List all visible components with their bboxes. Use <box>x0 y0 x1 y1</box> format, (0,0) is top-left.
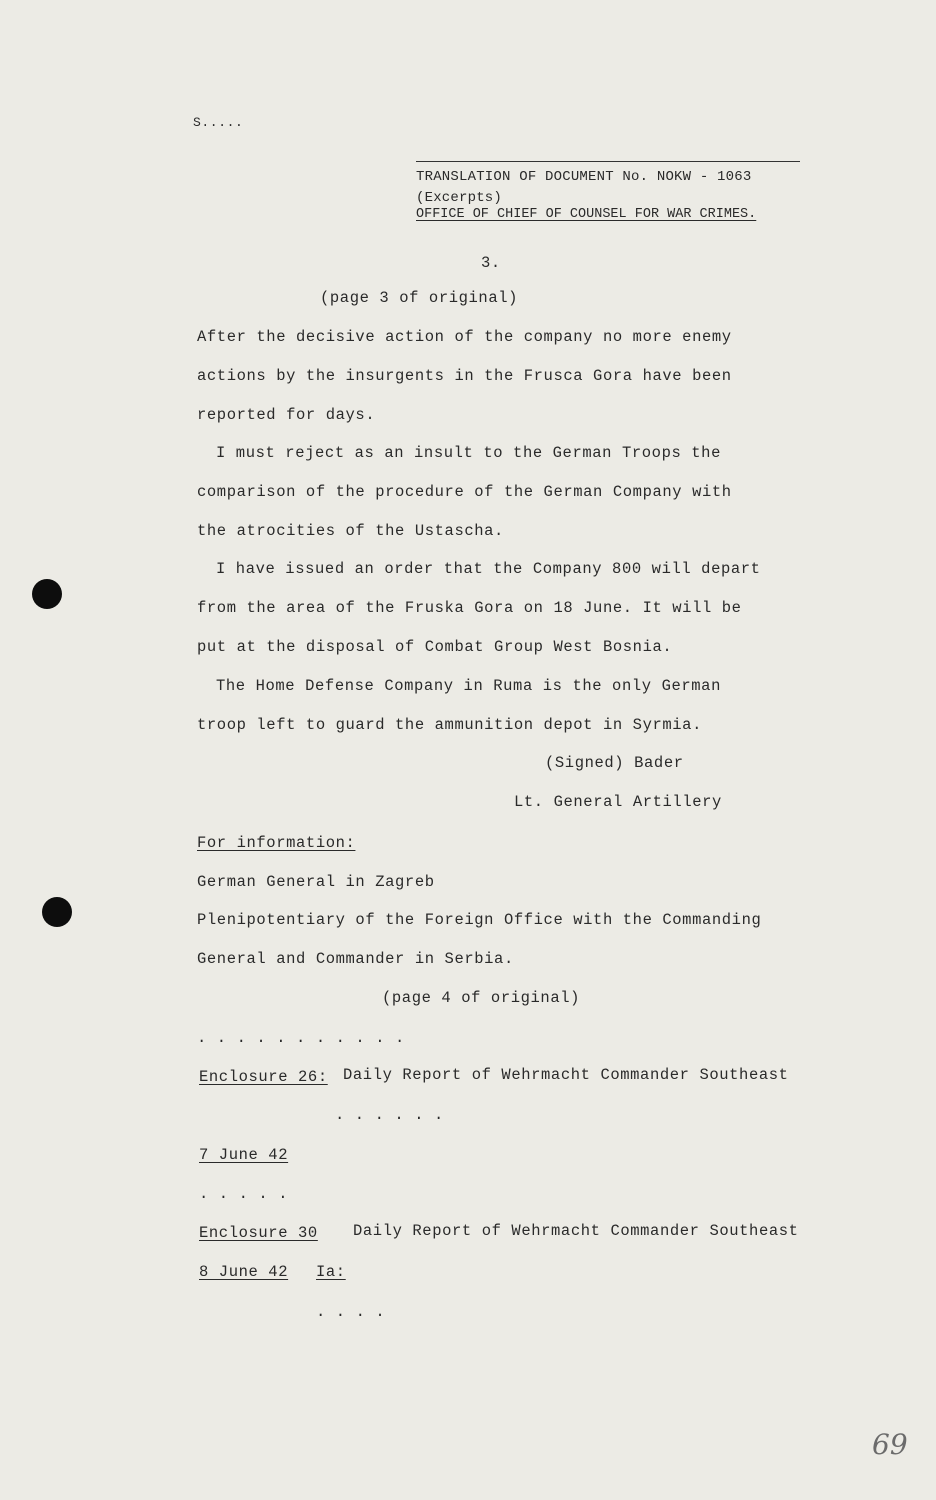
enclosure-26-label: Enclosure 26: <box>199 1068 328 1086</box>
document-header-excerpts: (Excerpts) <box>416 190 503 206</box>
punch-hole-bottom <box>42 897 72 927</box>
body-line: troop left to guard the ammunition depot in Syrmia. <box>197 716 702 734</box>
date-entry: 7 June 42 <box>199 1146 289 1164</box>
body-line: actions by the insurgents in the Frusca Gora have been <box>197 367 732 385</box>
date-entry-suffix: Ia: <box>316 1263 346 1281</box>
classification-mark: S..... <box>193 115 244 130</box>
enclosure-30-label: Enclosure 30 <box>199 1224 318 1242</box>
enclosure-26-text: Daily Report of Wehrmacht Commander Southeast <box>343 1066 789 1084</box>
page-reference-4: (page 4 of original) <box>382 989 581 1007</box>
header-top-rule <box>416 161 800 162</box>
body-line: comparison of the procedure of the German Company with <box>197 483 732 501</box>
document-header-title: TRANSLATION OF DOCUMENT No. NOKW - 1063 <box>416 169 752 185</box>
body-line: The Home Defense Company in Ruma is the only German <box>216 677 721 695</box>
page-reference-3: (page 3 of original) <box>320 289 519 307</box>
body-line: I must reject as an insult to the German Troops the <box>216 444 721 462</box>
info-line: General and Commander in Serbia. <box>197 950 514 968</box>
ellipsis-dots: . . . . . . . . . . . <box>197 1029 405 1047</box>
info-line: German General in Zagreb <box>197 873 435 891</box>
ellipsis-dots: . . . . . . <box>335 1106 444 1124</box>
handwritten-page-number: 69 <box>872 1428 908 1461</box>
date-entry: 8 June 42 <box>199 1263 289 1281</box>
body-line: from the area of the Fruska Gora on 18 June. It will be <box>197 599 742 617</box>
ellipsis-dots: . . . . <box>316 1303 386 1321</box>
ellipsis-dots: . . . . . <box>199 1185 289 1203</box>
body-line: reported for days. <box>197 406 376 424</box>
body-line: After the decisive action of the company no more enemy <box>197 328 732 346</box>
body-line: the atrocities of the Ustascha. <box>197 522 504 540</box>
signature-signed: (Signed) Bader <box>545 754 684 772</box>
body-line: I have issued an order that the Company 800 will depart <box>216 560 761 578</box>
info-line: Plenipotentiary of the Foreign Office with the Commanding <box>197 911 762 929</box>
info-heading: For information: <box>197 834 356 852</box>
signature-rank: Lt. General Artillery <box>514 793 722 811</box>
body-line: put at the disposal of Combat Group West Bosnia. <box>197 638 673 656</box>
enclosure-30-text: Daily Report of Wehrmacht Commander Southeast <box>353 1222 799 1240</box>
punch-hole-top <box>32 579 62 609</box>
section-number: 3. <box>481 254 501 272</box>
document-header-office: OFFICE OF CHIEF OF COUNSEL FOR WAR CRIMES. <box>416 207 757 222</box>
